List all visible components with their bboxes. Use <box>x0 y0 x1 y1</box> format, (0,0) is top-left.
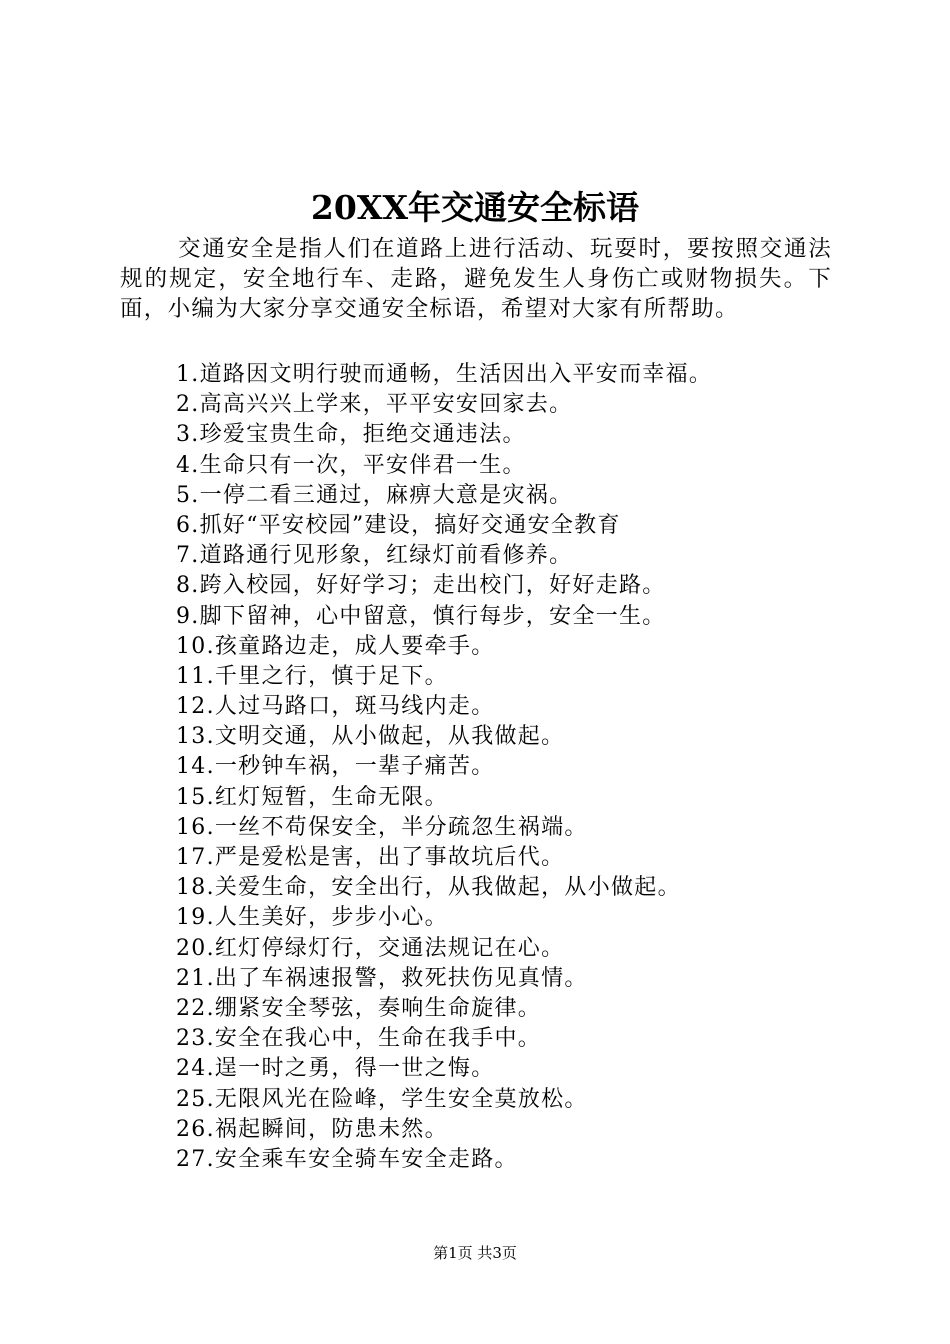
intro-paragraph: 交通安全是指人们在道路上进行活动、玩耍时，要按照交通法规的规定，安全地行车、走路，避免发生人身伤亡或财物损失。下面，小编为大家分享交通安全标语，希望对大家有所帮助。 <box>120 236 832 323</box>
list-item: 20.红灯停绿灯行，交通法规记在心。 <box>176 935 565 961</box>
list-item: 12.人过马路口，斑马线内走。 <box>176 694 495 720</box>
list-item: 8.跨入校园，好好学习；走出校门，好好走路。 <box>176 573 666 599</box>
list-item: 6.抓好“平安校园”建设，搞好交通安全教育 <box>176 512 621 538</box>
list-item: 17.严是爱松是害，出了事故坑后代。 <box>176 845 565 870</box>
list-item: 24.逞一时之勇，得一世之悔。 <box>176 1056 495 1082</box>
list-item: 18.关爱生命，安全出行，从我做起，从小做起。 <box>176 875 681 901</box>
list-item: 10.孩童路边走，成人要牵手。 <box>176 633 495 659</box>
list-item: 23.安全在我心中，生命在我手中。 <box>176 1026 542 1052</box>
list-item: 14.一秒钟车祸，一辈子痛苦。 <box>176 754 495 780</box>
list-item: 7.道路通行见形象，红绿灯前看修养。 <box>176 543 573 569</box>
document-title: 20XX年交通安全标语 <box>310 188 640 227</box>
list-item: 1.道路因文明行驶而通畅，生活因出入平安而幸福。 <box>176 362 713 387</box>
list-item: 13.文明交通，从小做起，从我做起。 <box>176 724 565 750</box>
list-item: 16.一丝不苟保安全，半分疏忽生祸端。 <box>176 814 588 840</box>
list-item: 9.脚下留神，心中留意，慎行每步，安全一生。 <box>176 603 666 629</box>
list-item: 3.珍爱宝贵生命，拒绝交通违法。 <box>176 422 526 448</box>
list-item: 11.千里之行，慎于足下。 <box>176 663 448 689</box>
list-item: 2.高高兴兴上学来，平平安安回家去。 <box>176 392 573 418</box>
list-item: 4.生命只有一次，平安伴君一生。 <box>176 452 526 478</box>
page-footer: 第1页 共3页 <box>433 1244 517 1262</box>
list-item: 19.人生美好，步步小心。 <box>176 905 448 931</box>
list-item: 27.安全乘车安全骑车安全走路。 <box>176 1146 518 1172</box>
list-item: 15.红灯短暂，生命无限。 <box>176 784 448 810</box>
list-item: 21.出了车祸速报警，救死扶伤见真情。 <box>176 965 588 991</box>
slogan-list <box>176 360 836 1175</box>
list-item: 25.无限风光在险峰，学生安全莫放松。 <box>176 1086 588 1112</box>
list-item: 22.绷紧安全琴弦，奏响生命旋律。 <box>176 995 542 1021</box>
list-item: 5.一停二看三通过，麻痹大意是灾祸。 <box>176 482 573 508</box>
list-item: 26.祸起瞬间，防患未然。 <box>176 1116 448 1142</box>
